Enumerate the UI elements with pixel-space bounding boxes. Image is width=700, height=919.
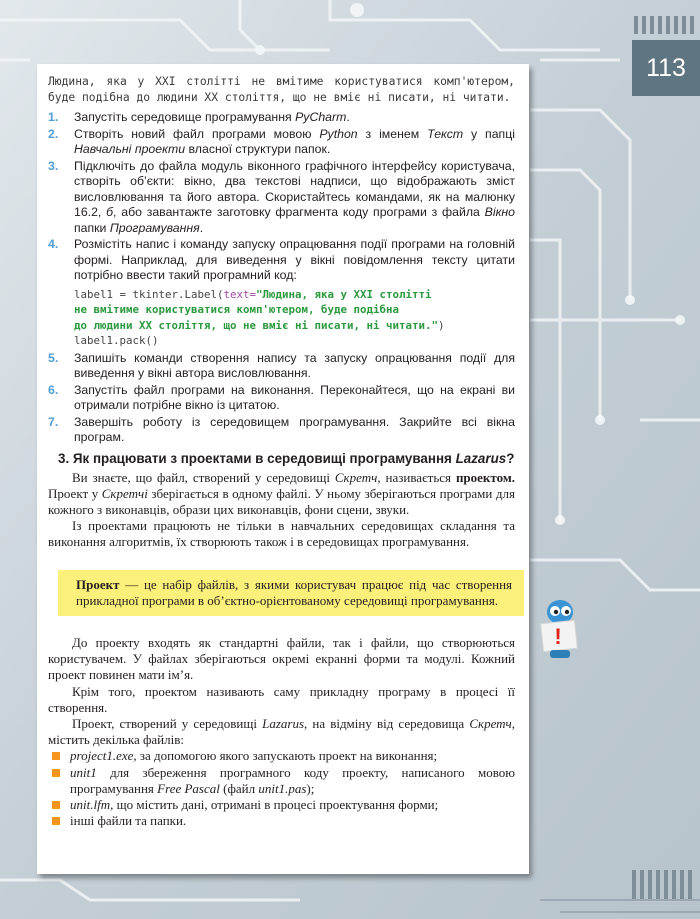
step-text: Запустіть файл програми на виконання. Переконайтеся, що на екрані ви отримали потрібне вікно із цитатою.: [74, 382, 515, 412]
steps-list: [48, 110, 515, 446]
step-item: [48, 159, 515, 237]
paragraph: Із проектами працюють не тільки в навчальних середовищах складання та виконання алгоритмів, їх створюють також і в середовищах програмування.: [48, 518, 515, 550]
section-number: 3.: [58, 450, 70, 466]
list-item-text: project1.exe, за допомогою якого запускають проект на виконання;: [70, 748, 438, 764]
list-item: [48, 797, 515, 813]
step-number: 3.: [48, 158, 59, 173]
list-item-text: unit1 для збереження програмного коду проекту, написаного мовою програмування Free Pascal (файл unit1.pas);: [70, 764, 515, 796]
step-item: [48, 110, 515, 126]
step-item: [48, 127, 515, 158]
paragraph: Крім того, проектом називають саму прикладну програму в процесі її створення.: [48, 683, 515, 715]
step-text: Запишіть команди створення напису та запуску опрацювання події для виведення у вікні автора висловлювання.: [74, 350, 515, 380]
bullet-square-icon: [52, 752, 60, 760]
step-item: [48, 415, 515, 446]
code-string: до людини XX століття, що не вміє ні писати, ні читати.": [74, 318, 439, 332]
bullet-square-icon: [52, 801, 60, 809]
section-heading: [58, 450, 515, 467]
page-content: [48, 74, 515, 829]
robot-exclamation: !: [554, 624, 562, 649]
list-item-text: unit.lfm, що містить дані, отримані в процесі проектування форми;: [70, 796, 439, 812]
step-number: 5.: [48, 350, 59, 365]
step-text: Розмістіть напис і команду запуску опрацювання події програми на головній формі. Наприклад, для виведення у вікні повідомлення тексту цитати потрібно ввести такий програмний код:: [74, 237, 515, 282]
robot-mascot-icon: [536, 598, 584, 660]
code-string: "Людина, яка у XXI столітті: [256, 287, 432, 301]
step-text: Створіть новий файл програми мовою Python з іменем Текст у папці Навчальні проекти власної структури папок.: [74, 126, 515, 156]
section-title: Як працювати з проектами в середовищі програмування: [72, 450, 452, 466]
code-token: label1.pack(): [74, 334, 159, 347]
bullet-square-icon: [52, 817, 60, 825]
step-item: [48, 351, 515, 382]
list-item: [48, 765, 515, 797]
section-title-end: ?: [506, 450, 515, 466]
definition-box: Проект — це набір файлів, з якими користувач працює під час створення прикладної програми в об’єктно-орієнтованому середовищі програмування.: [58, 570, 524, 616]
step-item: [48, 383, 515, 414]
list-item: [48, 748, 515, 764]
step-number: 6.: [48, 382, 59, 397]
page-number: 113: [632, 40, 700, 96]
step-number: 4.: [48, 237, 59, 251]
paragraph: Ви знаєте, що файл, створений у середовищі Скретч, називається проектом. Проект у Скретчі зберігається в одному файлі. У ньому зберігаються програми для кожного з виконавців, образи цих виконавців, фони сцени, звуки.: [48, 469, 515, 517]
paragraph: Проект, створений у середовищі Lazarus, на відміну від середовища Скретч, містить декілька файлів:: [48, 715, 516, 748]
step-text: Підключіть до файла модуль віконного графічного інтерфейсу користувача, створіть об’єкти: вікно, два текстові надписи, що відображають зміст висловлювання та його автора. Скористайтесь командами, як на малюнку 16.2, б, або завантажте заготовку фрагмента коду програми з файла Вікно папки Програмування.: [74, 158, 515, 235]
step-text: Запустіть середовище програмування PyCharm.: [74, 110, 350, 124]
step-number: 7.: [48, 414, 59, 429]
intro-quote: Людина, яка у XXI столітті не вмітиме користуватися комп'ютером, буде подібна до людини XX століття, що не вміє ні писати, ні читати.: [48, 75, 515, 104]
step-item: [48, 237, 515, 349]
code-keyword: text=: [223, 287, 257, 301]
files-list: [48, 748, 515, 829]
code-block: [74, 287, 515, 349]
paragraph: До проекту входять як стандартні файли, так і файли, що створюються користувачем. У файлах зберігаються окремі екранні форми та модулі. Кожний проект повинен мати ім’я.: [48, 634, 515, 683]
list-item-text: інші файли та папки.: [70, 813, 187, 829]
list-item: [48, 813, 515, 829]
bullet-square-icon: [52, 769, 60, 777]
step-number: 2.: [48, 126, 59, 141]
section-title-italic: Lazarus: [455, 450, 507, 466]
step-text: Завершіть роботу із середовищем програмування. Закрийте всі вікна програм.: [74, 414, 515, 444]
code-string: не вмітиме користуватися комп'ютером, буде подібна: [74, 303, 400, 316]
code-token: ): [438, 318, 445, 332]
step-number: 1.: [48, 110, 59, 124]
code-token: label1 = tkinter.Label(: [74, 287, 224, 301]
